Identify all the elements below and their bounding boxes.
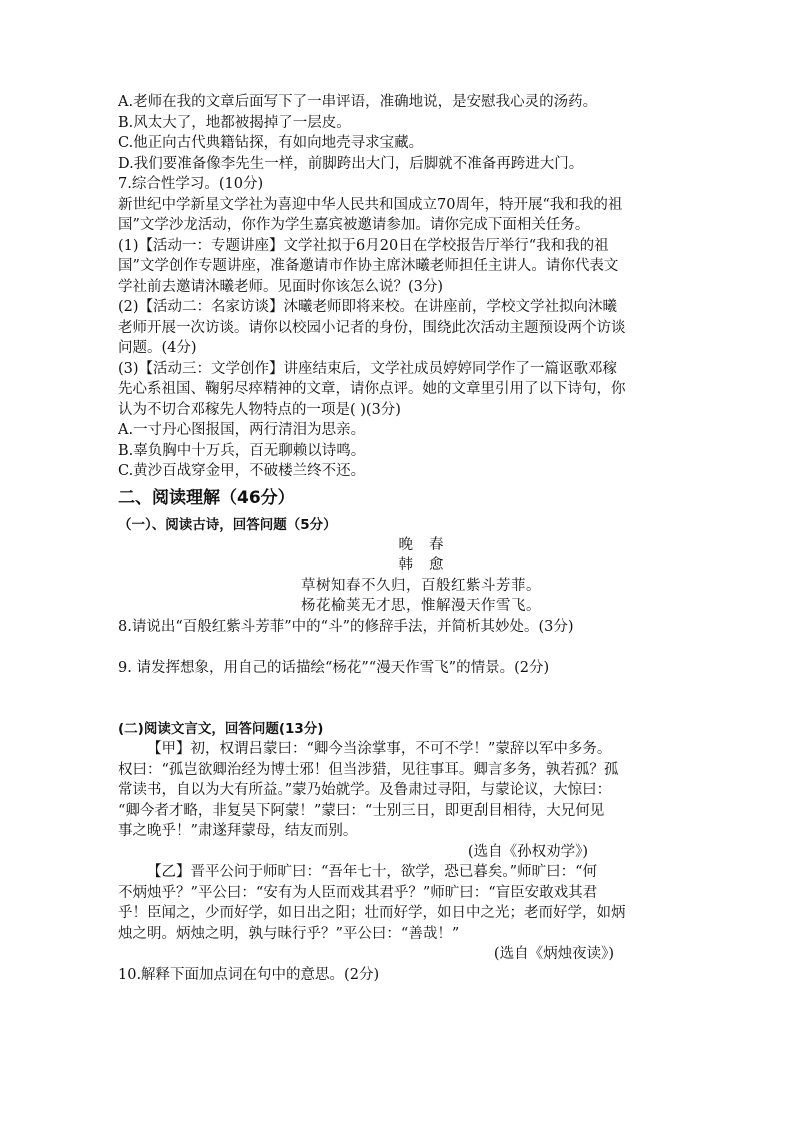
activity-2-line-1: (2)【活动二：名家访谈】沐曦老师即将来校。在讲座前，学校文学社拟向沐曦 (118, 299, 618, 315)
answer-space (118, 637, 684, 658)
answer-space (118, 678, 684, 699)
passage-jia-line: 常读书，自以为大有所益。”蒙乃始就学。及鲁肃过寻阳，与蒙论议，大惊曰： (118, 782, 612, 798)
passage-jia-line: 权曰：“孤岂欲卿治经为博士邪！但当涉猎，见往事耳。卿言多务，孰若孤？孤 (118, 761, 619, 778)
activity-1-line-3: 学社前去邀请沐曦老师。见面时你该怎么说？(3分) (118, 278, 444, 295)
option-a-line: A.老师在我的文章后面写下了一串评语，准确地说，是安慰我心灵的汤药。 (118, 94, 598, 110)
activity-3-line-3: 认为不切合邓稼先人物特点的一项是( )(3分) (118, 401, 401, 418)
passage-yi-line: 【乙】晋平公问于师旷曰：“吾年七十，欲学，恐已暮矣。”师旷曰：“何 (147, 864, 597, 880)
activity-3-line-1: (3)【活动三：文学创作】讲座结束后，文学社成员婷婷同学作了一篇讴歌邓稼 (118, 360, 618, 377)
passage-yi-line: 不炳烛乎？”平公曰：“安有为人臣而戏其君乎？”师旷曰：“盲臣安敢戏其君 (118, 884, 598, 901)
activity-2-line-3: 问题。(4分) (118, 340, 197, 356)
question-7-intro-2: 国”文学沙龙活动，你作为学生嘉宾被邀请参加。请你完成下面相关任务。 (118, 217, 590, 233)
question-8: 8.请说出“百般红紫斗芳菲”中的“斗”的修辞手法，并简析其妙处。(3分) (118, 618, 574, 635)
question-7-intro-1: 新世纪中学新星文学社为喜迎中华人民共和国成立70周年，特开展“我和我的祖 (118, 196, 623, 213)
choice-b: B.辜负胸中十万兵，百无聊赖以诗鸣。 (118, 442, 366, 459)
choice-c: C.黄沙百战穿金甲，不破楼兰终不还。 (118, 463, 366, 479)
question-9: 9. 请发挥想象，用自己的话描绘“杨花”“漫天作雪飞”的情景。(2分) (118, 659, 550, 676)
question-10: 10.解释下面加点词在句中的意思。(2分) (118, 966, 380, 983)
section-2-heading: 二、阅读理解（46分） (118, 487, 295, 508)
passage-jia-line: 【甲】初，权谓吕蒙曰：“卿今当涂掌事，不可不学！”蒙辞以军中多务。 (147, 741, 612, 757)
passage-yi-line: 烛之明。炳烛之明，孰与昧行乎？”平公曰：“善哉！” (118, 925, 460, 942)
choice-a: A.一寸丹心图报国，两行清泪为思亲。 (118, 422, 366, 438)
answer-space (118, 699, 684, 720)
subsection-1-heading: （一）、阅读古诗，回答问题（5分） (118, 516, 337, 533)
subsection-2-heading: (二)阅读文言文，回答问题(13分) (118, 721, 324, 737)
passage-yi-line: 乎！臣闻之，少而好学，如日出之阳；壮而好学，如日中之光；老而好学，如炳 (118, 905, 626, 921)
passage-yi-source: (选自《炳烛夜读》) (493, 946, 614, 962)
poem-author: 韩愈 (398, 557, 460, 573)
poem-line-2: 杨花榆荚无才思，惟解漫天作雪飞。 (301, 598, 541, 614)
activity-1-line-2: 国”文学创作专题讲座，准备邀请市作协主席沐曦老师担任主讲人。请你代表文 (118, 258, 619, 274)
question-block-7 (118, 92, 684, 482)
poem-title: 晚春 (398, 536, 460, 553)
option-d-line: D.我们要准备像李先生一样，前脚跨出大门，后脚就不准备再跨进大门。 (118, 155, 584, 172)
passage-jia-line: “卿今者才略，非复吴下阿蒙！”蒙曰：“士别三日，即更刮目相待，大兄何见 (118, 802, 605, 819)
passage-jia (118, 739, 684, 862)
activity-2-line-2: 老师开展一次访谈。请你以校园小记者的身份，围绕此次活动主题预设两个访谈 (118, 319, 626, 336)
passage-jia-source: (选自《孙权劝学》) (467, 843, 588, 860)
activity-1-line-1: (1)【活动一：专题讲座】文学社拟于6月20日在学校报告厅举行“我和我的祖 (118, 237, 609, 254)
option-b-line: B.风太大了，地都被揭掉了一层皮。 (118, 114, 351, 131)
passage-jia-line: 事之晚乎！”肃遂拜蒙母，结友而别。 (118, 823, 358, 839)
option-c-line: C.他正向古代典籍钻探，有如向地壳寻求宝藏。 (118, 135, 424, 151)
poem-block (158, 535, 684, 617)
question-7-title: 7.综合性学习。(10分) (118, 176, 264, 192)
activity-3-line-2: 先心系祖国、鞠躬尽瘁精神的文章，请你点评。她的文章里引用了以下诗句，你 (118, 381, 626, 397)
exam-page (118, 92, 684, 985)
passage-yi (118, 862, 684, 965)
poem-line-1: 草树知春不久归，百般红紫斗芳菲。 (301, 577, 541, 594)
